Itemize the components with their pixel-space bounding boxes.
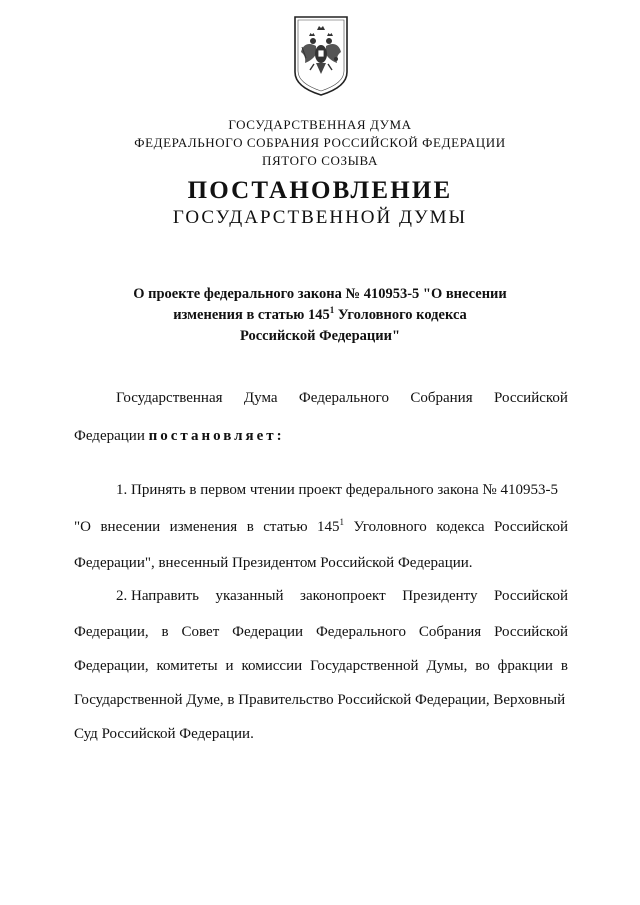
- item2-word: Президенту: [402, 588, 478, 604]
- item2-line-1: [116, 586, 568, 606]
- item2-word: комитеты: [156, 658, 218, 674]
- header-line-1: ГОСУДАРСТВЕННАЯ ДУМА: [228, 117, 412, 132]
- subject-line-3: Российской Федерации": [239, 328, 401, 344]
- preamble-word: Государственная: [116, 390, 223, 406]
- item2-line-2: [74, 622, 568, 642]
- subject-line-1: О проекте федерального закона № 410953-5 "О внесении: [133, 286, 507, 302]
- item1-line-3: Федерации", внесенный Президентом Российской Федерации.: [74, 555, 473, 571]
- issuing-authority-header: [0, 116, 640, 170]
- item2-word: 2. Направить: [116, 588, 199, 604]
- subject-line-2: [0, 305, 640, 326]
- coat-of-arms-emblem: [292, 14, 350, 98]
- item2-word: Федерации,: [74, 624, 149, 640]
- item2-word: указанный: [215, 588, 284, 604]
- item2-word: Совет: [181, 624, 220, 640]
- item1-word: кодекса: [436, 519, 485, 535]
- item2-word: Федерации,: [74, 658, 149, 674]
- item1-article-base: 145: [317, 519, 340, 535]
- item1-line-1: 1. Принять в первом чтении проект федерального закона № 410953-5: [116, 482, 558, 498]
- item1-word: внесении: [100, 519, 161, 535]
- subject-article-superscript: 1: [329, 305, 335, 316]
- preamble-line-2-text: Федерации: [74, 428, 149, 444]
- item1-word: "О: [74, 519, 91, 535]
- document-issuer-title: ГОСУДАРСТВЕННОЙ ДУМЫ: [172, 207, 468, 228]
- item2-word: Государственной: [310, 658, 419, 674]
- item1-word: статью: [263, 519, 308, 535]
- preamble-word: Дума: [243, 390, 278, 406]
- item2-word: в: [560, 658, 568, 674]
- document-type-title: ПОСТАНОВЛЕНИЕ: [187, 177, 453, 204]
- item2-word: и: [225, 658, 234, 674]
- preamble-line-1: [116, 388, 568, 408]
- item1-word: в: [246, 519, 254, 535]
- item1-line-2: [74, 517, 568, 537]
- item2-word: фракции: [497, 658, 553, 674]
- item1-word: Российской: [494, 519, 568, 535]
- preamble-word: Федерального: [298, 390, 389, 406]
- item2-line-3: [74, 656, 568, 676]
- item2-word: Российской: [494, 588, 568, 604]
- item2-word: законопроект: [300, 588, 386, 604]
- document-subject: [0, 284, 640, 347]
- item1-word: изменения: [169, 519, 238, 535]
- item2-line-5: Суд Российской Федерации.: [74, 726, 254, 742]
- item2-word: комиссии: [241, 658, 303, 674]
- item2-word: Собрания: [418, 624, 482, 640]
- subject-line-2-start: изменения в статью 145: [173, 307, 330, 323]
- item2-word: Думы,: [426, 658, 468, 674]
- item1-article-superscript: 1: [339, 517, 345, 527]
- item2-line-4: Государственной Думе, в Правительство Российской Федерации, Верховный: [74, 692, 566, 708]
- header-line-2: ФЕДЕРАЛЬНОГО СОБРАНИЯ РОССИЙСКОЙ ФЕДЕРАЦИИ: [134, 135, 506, 150]
- subject-line-2-end: Уголовного кодекса: [334, 307, 467, 323]
- item2-word: Российской: [494, 624, 568, 640]
- resolves-keyword: постановляет:: [148, 428, 285, 444]
- header-line-3: ПЯТОГО СОЗЫВА: [262, 153, 378, 168]
- item2-word: во: [475, 658, 490, 674]
- item1-article-number: [317, 517, 344, 537]
- preamble-line-2: [74, 426, 568, 446]
- preamble-word: Собрания: [410, 390, 473, 406]
- item2-word: Федерального: [315, 624, 406, 640]
- item1-word: Уголовного: [353, 519, 427, 535]
- preamble-word: Российской: [494, 390, 568, 406]
- item2-word: Федерации: [232, 624, 304, 640]
- item2-word: в: [161, 624, 169, 640]
